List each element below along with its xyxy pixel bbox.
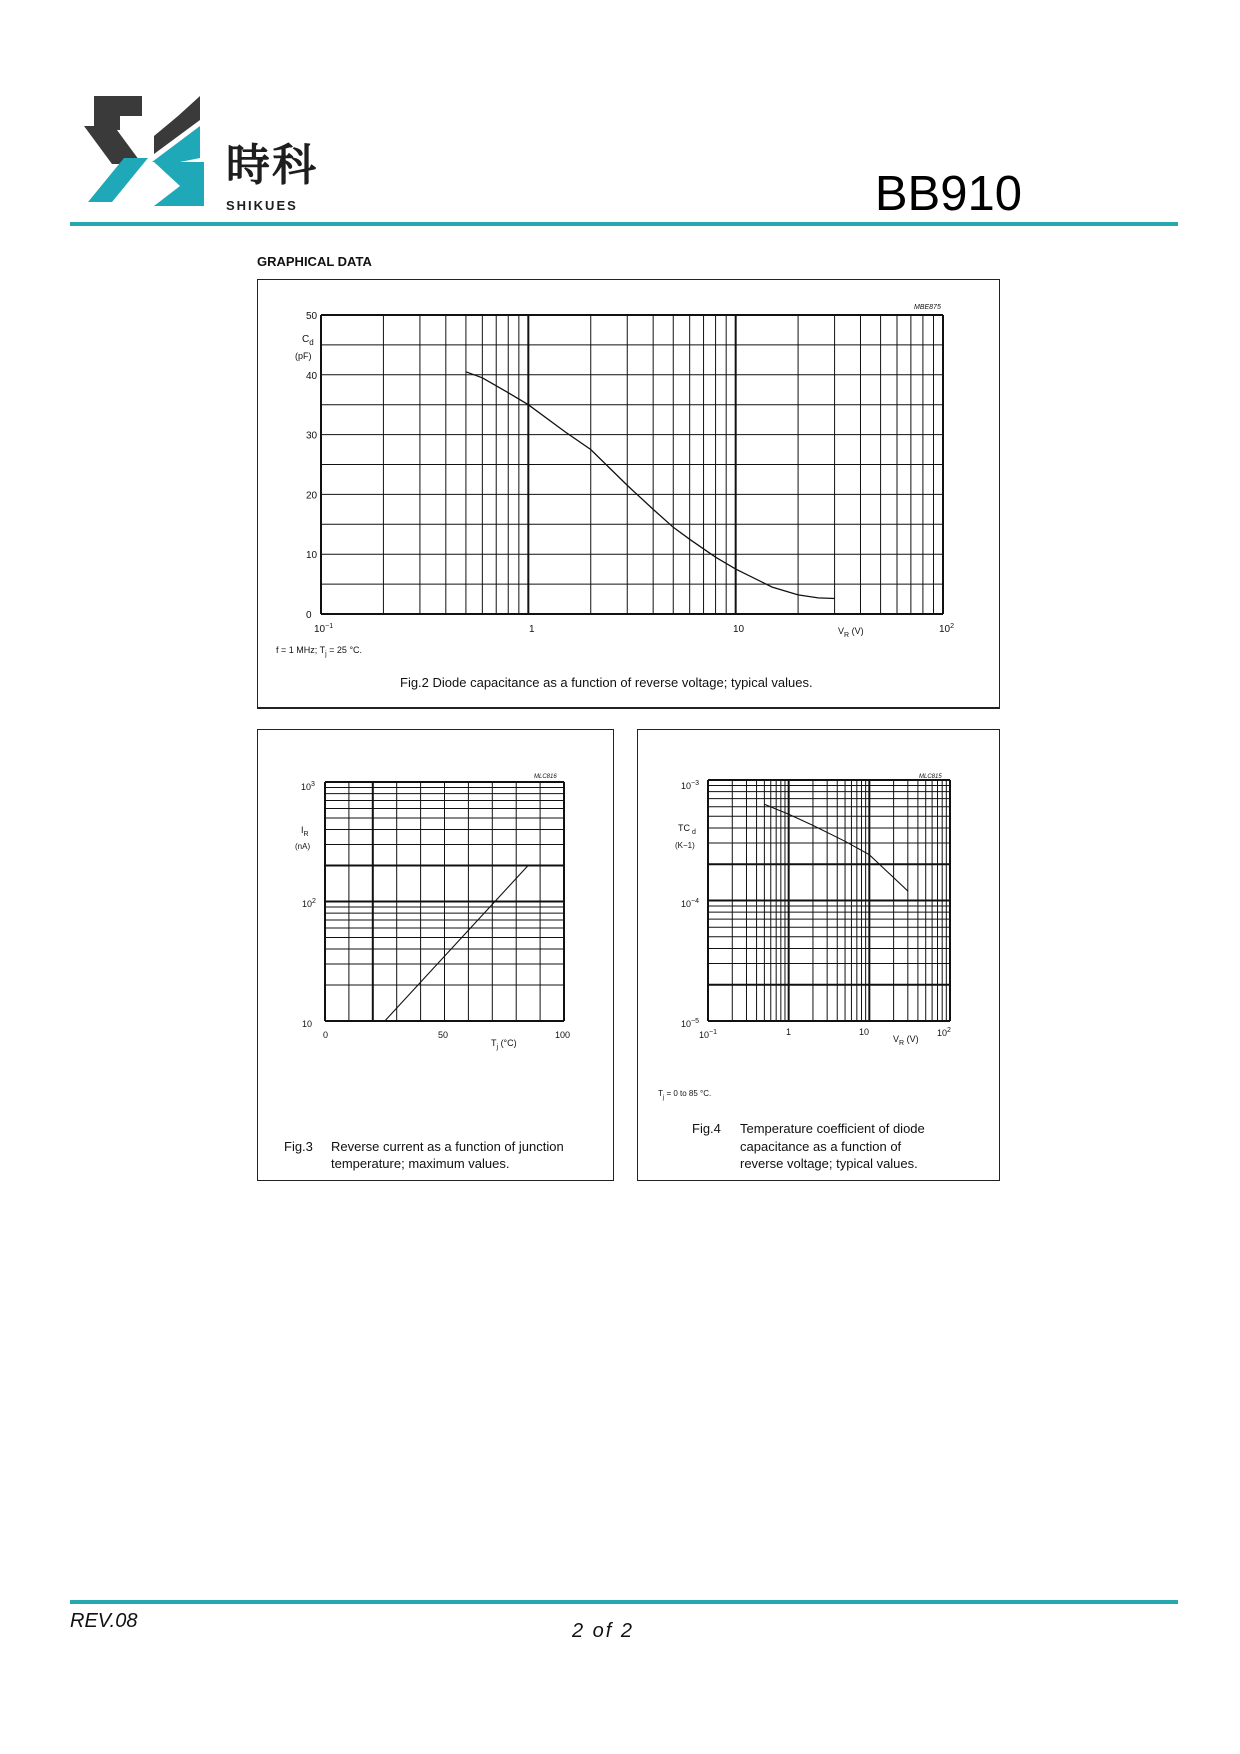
- fig2-ytick: 40: [306, 370, 318, 382]
- fig3-caption-line1: Reverse current as a function of junction: [331, 1139, 564, 1154]
- logo-text-chinese: 時科: [226, 140, 318, 191]
- part-number: BB910: [874, 167, 1022, 221]
- fig2-ytick: 30: [306, 430, 318, 442]
- section-title: GRAPHICAL DATA: [257, 254, 372, 269]
- fig4-ytick-0: $10^{-5}$: [681, 1018, 699, 1029]
- fig4-ytick-2: $10^{-3}$: [681, 780, 699, 791]
- fig3-curve: [385, 866, 528, 1022]
- footer-rule: [70, 1600, 1178, 1604]
- fig4-ylabel: TC $_d$: [678, 823, 696, 836]
- fig2-ytick: 50: [306, 311, 318, 322]
- fig3-caption-line2: temperature; maximum values.: [331, 1156, 510, 1171]
- fig4-ytick-1: $10^{-4}$: [681, 898, 699, 909]
- fig3-xlabel: $T_j$ (°C): [491, 1038, 517, 1051]
- fig4-curve: [764, 804, 907, 891]
- company-logo: [84, 96, 206, 210]
- fig4-xtick-1: 1: [786, 1027, 792, 1037]
- fig3-grid: [325, 782, 564, 1021]
- fig2-xtick-2: 10: [733, 624, 745, 635]
- fig4-note: $T_j = 0$ to 85 °C.: [658, 1089, 712, 1101]
- fig4-xtick-0: $10^{-1}$: [699, 1029, 717, 1040]
- fig3-ytick-2: $10^3$: [301, 781, 315, 792]
- fig2-code: MBE875: [914, 304, 941, 311]
- fig4-chart: [637, 729, 1000, 1181]
- fig4-xtick-2: 10: [859, 1027, 870, 1037]
- fig2-ytick: 20: [306, 490, 318, 502]
- revision-label: REV.08: [70, 1610, 138, 1632]
- fig2-yunit: (pF): [295, 351, 312, 361]
- fig2-chart: [257, 279, 1000, 709]
- fig2-ylabel: $C_d$: [302, 334, 314, 347]
- fig2-caption: Fig.2 Diode capacitance as a function of reverse voltage; typical values.: [400, 675, 813, 690]
- fig2-curve: [466, 372, 835, 599]
- fig3-xtick-0: 0: [323, 1030, 329, 1040]
- fig2-ytick: 10: [306, 550, 318, 562]
- fig2-note: f = 1 MHz; $T_j = 25$ °C.: [276, 645, 363, 658]
- fig4-xlabel: $V_R$ (V): [893, 1034, 919, 1047]
- page-number: 2 of 2: [572, 1620, 635, 1642]
- fig4-caption-label: Fig.4: [692, 1121, 721, 1136]
- fig4-xtick-3: $10^2$: [937, 1027, 951, 1038]
- logo-text-english: SHIKUES: [226, 198, 298, 213]
- fig4-grid: [708, 780, 950, 1021]
- fig4-caption-line1: Temperature coefficient of diode: [740, 1121, 925, 1136]
- fig3-ylabel: $I_R$: [301, 825, 309, 838]
- fig2-xtick-3: $10^2$: [939, 623, 955, 635]
- fig3-caption-label: Fig.3: [284, 1139, 313, 1154]
- fig3-ytick-1: $10^2$: [302, 898, 316, 909]
- fig2-ytick: 0: [306, 610, 312, 621]
- fig4-caption-line2: capacitance as a function of: [740, 1139, 902, 1154]
- fig3-code: MLC816: [534, 774, 557, 780]
- fig2-xtick-0: $10^{-1}$: [314, 623, 334, 635]
- fig2-grid: [321, 315, 943, 614]
- fig4-code: MLC815: [919, 774, 942, 780]
- fig3-yunit: (nA): [295, 842, 311, 851]
- fig4-yunit: (K−1): [675, 841, 695, 850]
- fig3-xtick-2: 100: [555, 1030, 571, 1040]
- fig3-chart: [257, 729, 614, 1181]
- fig2-xtick-1: 1: [529, 624, 535, 635]
- fig3-ytick-0: 10: [302, 1019, 313, 1029]
- fig2-xlabel: $V_R$ (V): [838, 626, 864, 639]
- fig4-caption-line3: reverse voltage; typical values.: [740, 1156, 918, 1171]
- fig3-xtick-1: 50: [438, 1030, 449, 1040]
- header-rule: [70, 222, 1178, 226]
